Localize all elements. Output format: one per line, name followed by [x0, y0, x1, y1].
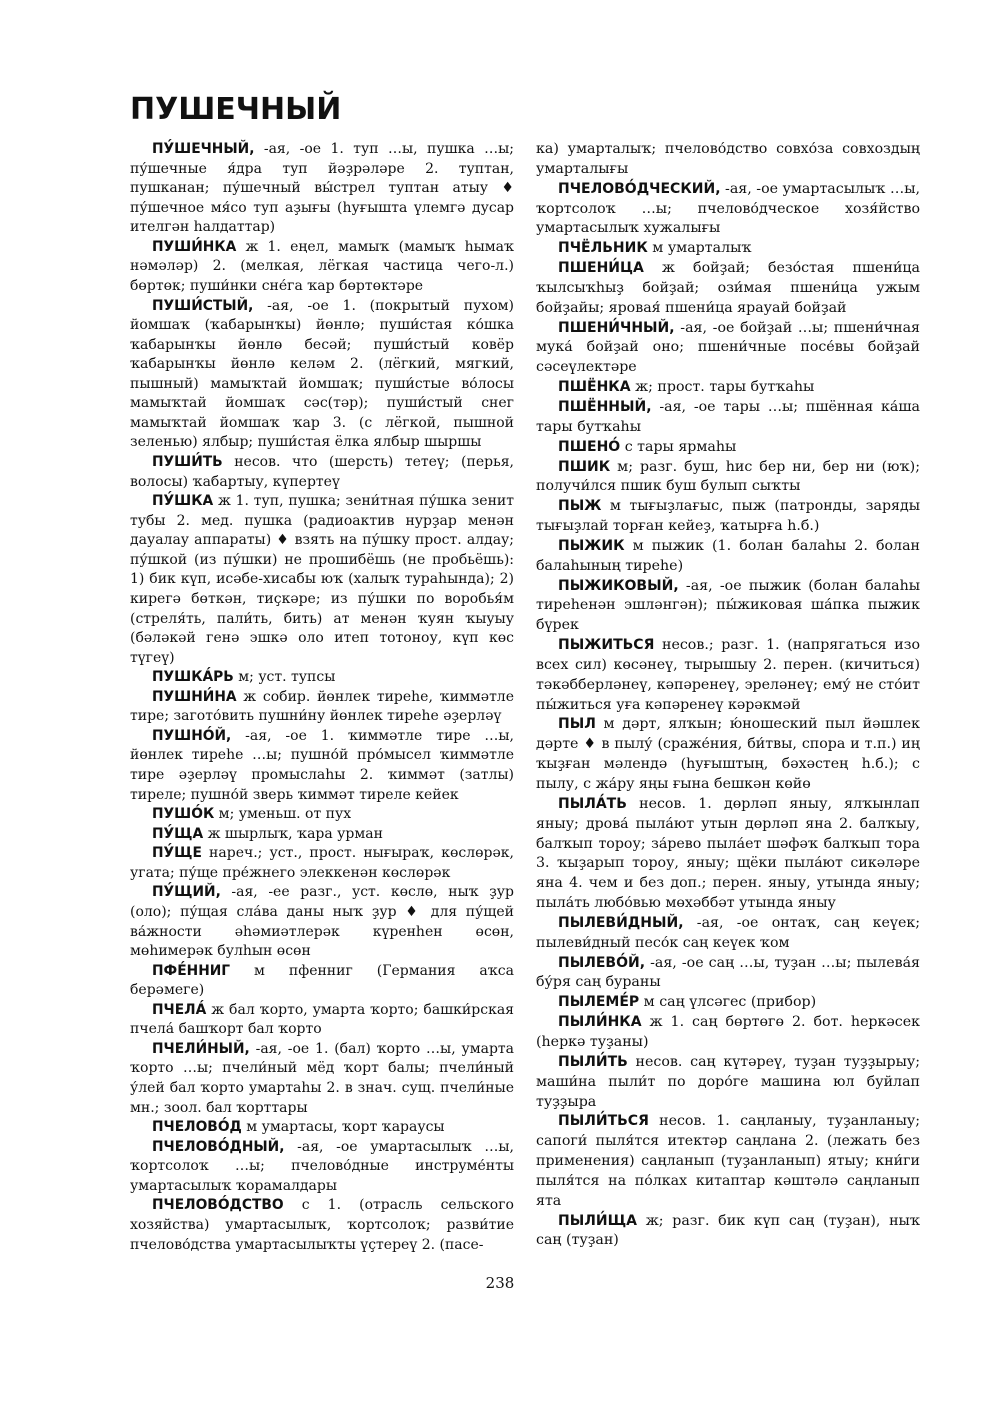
entry-definition: несов. 1. дөрләп яныу, ялҡынлап яныу; дрова́ пыла́ют утын дөрләп яна 2. балҡыу, балҡып тороу; за́рево пыла́ет шәфәҡ балҡып тора 3. ҡыҙарып тороу, яныу; щёки пыла́ют сикәләре яна 4. чем и без доп.; перен. яныу, утында яныу; пыла́ть любо́вью мөхәббәт утында яныу: [536, 795, 920, 912]
entry-headword: ПУ́ШКА: [152, 493, 214, 510]
dictionary-entry: [130, 727, 514, 805]
dictionary-entry: [536, 1053, 920, 1113]
dictionary-entry: [130, 962, 514, 1001]
entry-headword: ПУШО́К: [152, 806, 215, 823]
entry-definition: ж 1. еңел, мамыҡ (мамыҡ һымаҡ нәмәләр) 2. (мелкая, лёгкая частица чего-л.) бөртөк; пуши́нки сне́га ҡар бөртөктәре: [130, 238, 514, 294]
dictionary-entry: [536, 259, 920, 319]
entry-headword: ПУШКА́РЬ: [152, 669, 234, 686]
entry-definition: -ая, -ое онтаҡ, саң кеүек; пылеви́дный песо́к саң кеүек ҡом: [536, 914, 920, 951]
entry-headword: ПЫЛЕМЕ́Р: [558, 994, 640, 1011]
entry-definition: ж; прост. тары бутҡаһы: [630, 379, 815, 396]
entry-definition: м умарталыҡ: [647, 240, 752, 257]
entry-headword: ПУ́ШЕЧНЫЙ,: [152, 141, 255, 157]
entry-headword: ПФЕ́ННИГ: [152, 962, 231, 979]
dictionary-entry: [536, 319, 920, 379]
dictionary-entry: [536, 1112, 920, 1211]
entry-definition: ж 1. саң бөртөгө 2. бот. һеркәсек (һеркә туҙаны): [536, 1014, 920, 1050]
entry-headword: ПЫЖ: [558, 498, 602, 515]
dictionary-entry: [536, 1212, 920, 1252]
dictionary-entry: [536, 715, 920, 794]
entry-definition: м; уст. тупсы: [233, 669, 336, 686]
entry-definition: ж шырлыҡ, ҡара урман: [203, 825, 383, 842]
entry-headword: ПУ́ЩА: [152, 825, 204, 842]
entry-headword: ПЫЛЕВО́Й,: [558, 954, 646, 971]
entry-definition: несов. саң күтәреү, туҙан туҙҙырыу; маши́на пыли́т по доро́ге машина юл буйлап туҙҙыра: [536, 1053, 920, 1110]
entry-definition: м; уменьш. от пух: [214, 806, 352, 823]
entry-definition: -ая, -ое 1. туп …ы, пушка …ы; пу́шечные я́дра туп йәҙрәләре 2. туптан, пушканан; пу́шечный вы́стрел туптан атыу ♦ пу́шечное мя́со туп аҙығы (һуғышта үлемгә дусар ителгән һалдаттар): [130, 141, 514, 236]
entry-headword: ПЫЛА́ТЬ: [558, 795, 627, 812]
entry-definition: -ая, -ое 1. (покрытый пухом) йомшаҡ (ҡабарынҡы) йөнлө; пуши́стая ко́шка ҡабарынҡы йөнлө бесәй; пуши́стый ковёр ҡабарынҡы йөнлө келәм 2. (лёгкий, мягкий, пышный) мамыҡтай йомшаҡ; пуши́стые во́лосы мамыҡтай йомшаҡ сәс(тәр); пуши́стый снег мамыҡтай йомшаҡ ҡар 3. (с лёгкой, пышной зеленью) ялбыр; пуши́стая ёлка ялбыр шыршы: [130, 297, 514, 451]
right-column: [536, 140, 920, 1251]
page-title: ПУШЕЧНЫЙ: [130, 92, 342, 127]
entry-headword: ПЧЕЛОВО́ДЧЕСКИЙ,: [558, 180, 721, 197]
entry-headword: ПЫЛИ́ТЬ: [558, 1053, 628, 1070]
entry-definition: нареч.; уст., прост. нығыраҡ, көслөрәк, угата; пу́ще пре́жнего элеккенән көслөрәк: [130, 845, 514, 881]
dictionary-entry: [130, 844, 514, 883]
dictionary-entry: [536, 537, 920, 577]
entry-definition: м саң үлсәгес (прибор): [639, 994, 817, 1011]
dictionary-entry: [130, 1118, 514, 1138]
entry-headword: ПЫЛ: [558, 716, 596, 733]
entry-definition: м дәрт, ялҡын; ю́ношеский пыл йәшлек дәрте ♦ в пылу́ (сраже́ния, би́твы, спора и т.п.) иң ҡыҙған мәлендә (һуғыштың, бәхәстең һ.б.); с пылу, с жа́ру яңы ғына бешкән көйө: [536, 716, 920, 792]
entry-headword: ПЧЕЛА́: [152, 1001, 207, 1018]
entry-headword: ПЧЕЛИ́НЫЙ,: [152, 1040, 250, 1057]
entry-headword: ПУ́ЩИЙ,: [152, 884, 221, 901]
dictionary-entry: [536, 239, 920, 259]
entry-headword: ПУШИ́ТЬ: [152, 454, 223, 470]
entry-definition: -ая, -ое бойҙай …ы; пшени́чная мука́ бойҙай оно; пшени́чные посе́вы бойҙай сәсеүлектәре: [536, 319, 920, 376]
dictionary-entry: [130, 492, 514, 668]
entry-definition: м тығыҙлағыс, пыж (патронды, заряды тығыҙлай торған кейеҙ, ҡатырға һ.б.): [536, 498, 920, 535]
dictionary-entry: [536, 458, 920, 498]
dictionary-entry: [130, 883, 514, 961]
entry-definition: м пыжик (1. болан балаһы 2. болан балаһының тиреһе): [536, 537, 920, 574]
left-column: [130, 140, 514, 1255]
dictionary-entry: [130, 1196, 514, 1255]
dictionary-entry: [536, 497, 920, 537]
entry-definition: с 1. (отрасль сельского хозяйства) умартасылыҡ, ҡортсолоҡ; разви́тие пчелово́дства умартасылыҡты үҫтереү 2. (пасе-: [130, 1197, 514, 1253]
entry-headword: ПЫЛИ́НКА: [558, 1014, 642, 1031]
entry-headword: ПЧЕЛОВО́ДНЫЙ,: [152, 1138, 285, 1155]
dictionary-entry: [536, 378, 920, 398]
entry-definition: с тары ярмаһы: [620, 438, 737, 455]
entry-definition: м; разг. буш, һис бер ни, бер ни (юҡ); получи́лся пшик буш булып сыҡты: [536, 458, 920, 495]
entry-definition: -ая, -ое 1. ҡиммәтле тире …ы, йөнлек тиреһе …ы; пушно́й про́мысел ҡиммәтле тире әҙерләү промыслаһы 2. ҡиммәт (затлы) тиреле; пушно́й зверь ҡиммәт тиреле кейек: [130, 727, 514, 803]
entry-definition: -ая, -ее разг., уст. көслө, ныҡ ҙур (оло); пу́щая сла́ва даны ныҡ ҙур ♦ для пу́щей ва́жности әһәмиәтлерәк күренһен өсөн, мөһимерәк булһын өсөн: [130, 884, 514, 960]
entry-headword: ПШЁНКА: [558, 379, 631, 396]
entry-definition: несов. 1. саңланыу, туҙанланыу; сапоги́ пыля́тся итектәр саңлана 2. (лежать без применения) саңланып (туҙанланып) ятыу; кни́ги пыля́тся на по́лках китаптар кәштәлә саңланып ята: [536, 1113, 920, 1209]
dictionary-entry: [130, 297, 514, 454]
dictionary-entry: [536, 795, 920, 914]
entry-headword: ПШЁННЫЙ,: [558, 398, 652, 415]
continued-entry: ка) умарталыҡ; пчелово́дство совхо́за совхоздың умарталығы: [536, 141, 920, 177]
entry-headword: ПЧЁЛЬНИК: [558, 240, 648, 257]
dictionary-entry: [130, 1001, 514, 1040]
dictionary-entry: [536, 993, 920, 1013]
entry-definition: несов.; разг. 1. (напрягаться изо всех сил) көсәнеү, тырышыу 2. перен. (кичиться) тәкәбберләнеү, кәпәренеү, эреләнеү; ему́ не сто́ит пы́житься уға кәпәренеү кәрәкмәй: [536, 637, 920, 713]
entry-definition: ж; разг. бик күп саң (туҙан), ныҡ саң (туҙан): [536, 1212, 920, 1249]
entry-definition: -ая, -ое умартасылыҡ …ы, ҡортсолоҡ …ы; пчелово́дные инструме́нты умартасылыҡ ҡорамалдары: [130, 1138, 514, 1194]
entry-definition: м умартасы, ҡорт ҡараусы: [241, 1119, 445, 1136]
dictionary-entry: [536, 1013, 920, 1053]
dictionary-entry: [536, 954, 920, 994]
dictionary-entry: [536, 914, 920, 954]
entry-headword: ПЫЛЕВИ́ДНЫЙ,: [558, 914, 684, 931]
entry-headword: ПЧЕЛОВО́Д: [152, 1119, 242, 1136]
dictionary-entry: [536, 636, 920, 715]
dictionary-entry: [536, 180, 920, 240]
entry-definition: ж 1. туп, пушка; зени́тная пу́шка зенит тубы 2. мед. пушка (радиоактив нурҙар менән дауалау аппараты) ♦ взять на пу́шку прост. алдау; пу́шкой (из пу́шки) не прошибёшь (не пробьёшь): 1) бик күп, исәбе-хисабы юҡ (халыҡ тураһында); 2) кирегә бөткән, тиҫкәре; из пу́шки по воробья́м (стреля́ть, пали́ть, бить) ат менән ҡуян ҡыуыу (бәләкәй генә эшкә оло итеп тотоноу, күп көс түгеү): [130, 493, 514, 666]
entry-headword: ПУ́ЩЕ: [152, 845, 202, 862]
dictionary-entry: [536, 398, 920, 438]
entry-headword: ПЫЖИК: [558, 537, 625, 554]
dictionary-entry: [536, 438, 920, 458]
entry-headword: ПУШИ́СТЫЙ,: [152, 297, 254, 314]
dictionary-entry: [130, 1138, 514, 1197]
dictionary-entry: [536, 577, 920, 637]
entry-headword: ПШИК: [558, 458, 611, 475]
entry-headword: ПШЕНИ́ЧНЫЙ,: [558, 319, 675, 336]
dictionary-entry: [130, 668, 514, 688]
dictionary-entry: [130, 1040, 514, 1118]
entry-headword: ПУШНО́Й,: [152, 727, 232, 744]
entry-definition: ж бал ҡорто, умарта ҡорто; башки́рская пчела́ башҡорт бал ҡорто: [130, 1001, 514, 1038]
entry-headword: ПШЕНО́: [558, 438, 621, 455]
entry-definition: м пфенниг (Германия аҡса берәмеге): [130, 962, 514, 999]
entry-definition: -ая, -ое саң …ы, туҙан …ы; пылева́я бу́ря саң бураны: [536, 954, 920, 991]
entry-definition: -ая, -ое умартасылыҡ …ы, ҡортсолоҡ …ы; пчелово́дческое хозя́йство умартасылыҡ хужалығы: [536, 180, 920, 237]
entry-definition: -ая, -ое тары …ы; пшённая ка́ша тары бутҡаһы: [536, 398, 920, 435]
entry-definition: ж бойҙай; безо́стая пшени́ца ҡылсыҡһыҙ бойҙай; ози́мая пшени́ца ужым бойҙайы; яровая́ пшени́ца ярауай бойҙай: [536, 260, 920, 316]
dictionary-entry: [130, 805, 514, 825]
entry-definition: -ая, -ое пыжик (болан балаһы тиреһенән эшләнгән); пы́жиковая ша́пка пыжик бүрек: [536, 577, 920, 634]
entry-headword: ПЫЛИ́ЩА: [558, 1212, 637, 1229]
dictionary-entry: [130, 238, 514, 297]
dictionary-entry: [130, 453, 514, 492]
dictionary-entry: [130, 825, 514, 845]
entry-headword: ПЫЖИКОВЫЙ,: [558, 577, 679, 594]
entry-headword: ПУШИ́НКА: [152, 238, 237, 255]
entry-headword: ПЫЛИ́ТЬСЯ: [558, 1113, 649, 1130]
entry-headword: ПЧЕЛОВО́ДСТВО: [152, 1197, 284, 1214]
dictionary-entry: [130, 140, 514, 238]
entry-definition: -ая, -ое 1. (бал) ҡорто …ы, умарта ҡорто …ы; пчели́ный мёд ҡорт балы; пчели́ный у́лей бал ҡорто умартаһы 2. в знач. сущ. пчели́ные мн.; зоол. бал ҡорттары: [130, 1040, 514, 1116]
entry-definition: несов. что (шерсть) тетеү; (перья, волосы) ҡабартыу, күпертеү: [130, 454, 514, 490]
page-number: 238: [485, 1274, 515, 1292]
entry-headword: ПШЕНИ́ЦА: [558, 260, 644, 277]
dictionary-entry: [130, 688, 514, 727]
entry-definition: ж собир. йөнлек тиреһе, ҡиммәтле тире; загото́вить пушни́ну йөнлек тиреһе әҙерләү: [130, 688, 514, 725]
entry-headword: ПУШНИ́НА: [152, 688, 237, 705]
entry-headword: ПЫЖИТЬСЯ: [558, 637, 655, 654]
